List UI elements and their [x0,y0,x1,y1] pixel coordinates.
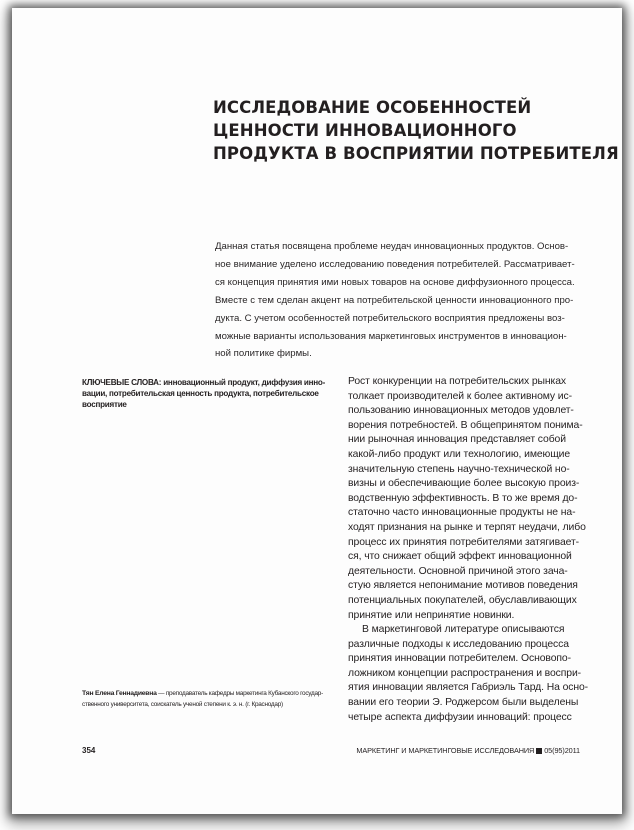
body-line: потенциальных покупателей, обуславливающих [348,594,577,606]
body-line: стую является непонимание мотивов поведения [348,580,578,592]
keywords-line: восприятие [82,400,127,410]
body-line: ложником концепции распространения и воспри- [348,667,582,679]
body-line: статочно часто инновационные продукты не на- [348,507,576,519]
keywords-line: вации, потребительская ценность продукта, потребительское [82,389,319,399]
title-line: ПРОДУКТА В ВОСПРИЯТИИ ПОТРЕБИТЕЛЯ [213,144,619,163]
body-line: ся, что снижает общий эффект инновационной [348,551,572,563]
body-line: различные подходы к исследованию процесса [348,638,569,650]
journal-name: МАРКЕТИНГ И МАРКЕТИНГОВЫЕ ИССЛЕДОВАНИЯ [356,746,535,755]
body-line: какой-либо продукт или технологию, имеющие [348,448,571,460]
body-line: нии рыночная инновация представляет собой [348,434,566,446]
body-line: принятия инновации потребителем. Основопо- [348,653,571,665]
body-line: значительную степень научно-технической но- [348,463,570,475]
body-line: Рост конкуренции на потребительских рынках [348,376,567,387]
body-line: ятия инновации является Габриэль Тард. На осно- [348,682,589,694]
author-position: — преподаватель кафедры маркетинга Кубанского государ- [156,690,323,697]
body-line: визны и обеспечивающие более высокую произ- [348,478,580,490]
body-line: ворения потребностей. В общепринятом понима- [348,419,583,431]
author-line [82,688,342,699]
title-line: ИССЛЕДОВАНИЕ ОСОБЕННОСТЕЙ [213,98,532,117]
body-line: пользованию инновационных методов удовлет- [348,405,574,417]
body-line: ходят признания на рынке и терпят неудачи, либо [348,521,586,533]
body-line: толкает производителей к более активному ис- [348,390,572,402]
article-title [213,96,619,165]
keywords-line: КЛЮЧЕВЫЕ СЛОВА: инновационный продукт, диффузия инно- [82,378,326,387]
abstract-line: Вместе с тем сделан акцент на потребительской ценности инновационного про- [215,294,574,306]
author-info [82,688,342,711]
body-line: принятие или непринятие новинки. [348,609,515,621]
square-bullet-icon [536,748,542,754]
abstract-line: дукта. С учетом особенностей потребительского восприятия предложены воз- [215,312,565,324]
body-line: В маркетинговой литературе описываются [362,624,565,636]
author-line: ственного университета, соискатель ученой степени к. э. н. (г. Краснодар) [82,701,283,709]
body-line: четыре аспекта диффузии инноваций: процесс [348,711,572,723]
body-line: процесс их принятия потребителями затягивает- [348,536,579,548]
abstract-line: ное внимание уделено исследованию поведения потребителей. Рассматривает- [215,258,575,270]
article-body [348,375,588,725]
title-line: ЦЕННОСТИ ИННОВАЦИОННОГО [213,121,517,140]
journal-issue: 05(95)2011 [544,746,580,755]
journal-footer [356,746,580,755]
keywords-block [82,377,332,411]
article-abstract [215,238,594,363]
abstract-line: Данная статья посвящена проблеме неудач инновационных продуктов. Основ- [215,241,569,252]
abstract-line: ся концепция принятия ими новых товаров на основе диффузионного процесса. [215,276,575,288]
author-name: Тян Елена Геннадиевна [82,690,157,697]
abstract-line: можные варианты использования маркетинговых инструментов в инновацион- [215,330,567,342]
page-number: 354 [82,746,96,755]
body-line: вании его теории Э. Роджерсом были выделены [348,697,579,709]
body-line: водственную эффективность. В то же время до- [348,492,578,504]
journal-page [12,8,622,814]
body-line: деятельности. Основной причиной этого зача- [348,565,568,577]
abstract-line: ной политике фирмы. [215,348,312,360]
